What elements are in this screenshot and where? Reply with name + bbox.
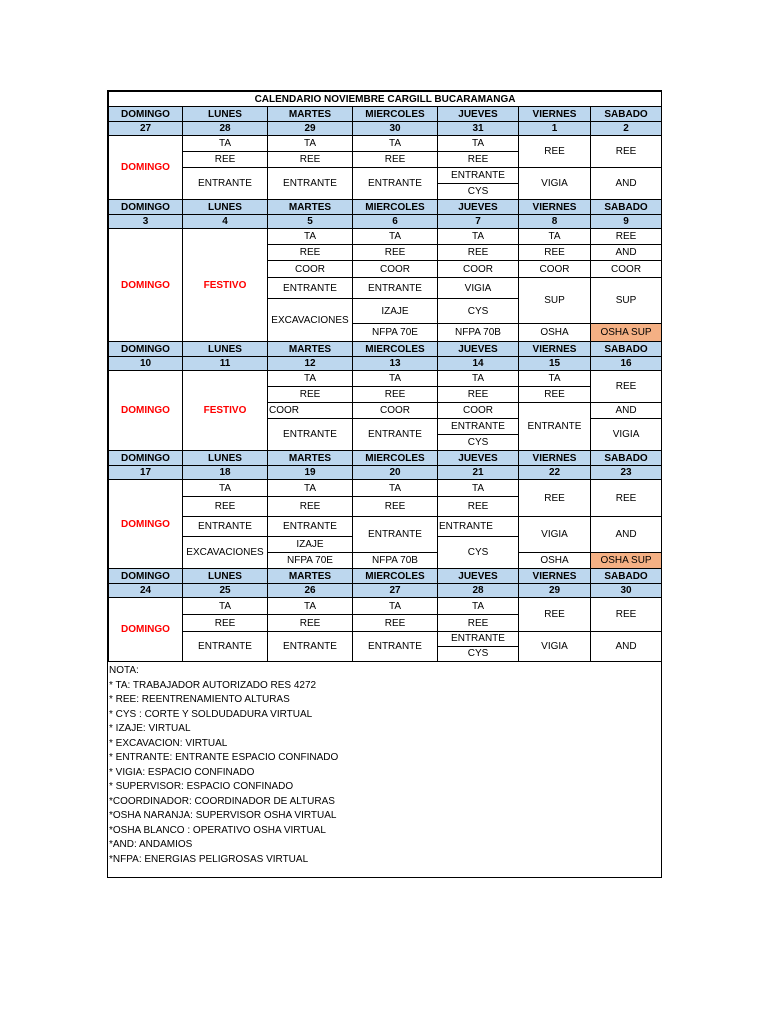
schedule-cell: REE: [591, 480, 662, 517]
note-item: *COORDINADOR: COORDINADOR DE ALTURAS: [109, 795, 335, 807]
schedule-cell: TA: [438, 229, 519, 245]
schedule-cell: TA: [183, 136, 268, 152]
schedule-cell: ENTRANTE: [268, 278, 353, 299]
schedule-cell: ENTRANTE: [438, 632, 518, 647]
day-header-viernes: VIERNES: [519, 342, 591, 357]
schedule-cell: OSHA: [519, 324, 591, 342]
schedule-cell: TA: [353, 371, 438, 387]
schedule-cell: VIGIA: [519, 168, 591, 200]
schedule-cell: ENTRANTE: [268, 419, 353, 451]
calendar-title: CALENDARIO NOVIEMBRE CARGILL BUCARAMANGA: [109, 92, 662, 107]
notes-section: [108, 662, 661, 867]
schedule-cell: ENTRANTE: [353, 278, 438, 299]
schedule-cell: VIGIA: [519, 517, 591, 553]
schedule-cell: TA: [353, 480, 438, 497]
day-header-sabado: SABADO: [591, 107, 662, 122]
date-cell: 27: [353, 584, 438, 598]
day-header-jueves: JUEVES: [438, 451, 519, 466]
date-cell: 7: [438, 215, 519, 229]
schedule-cell: VIGIA: [519, 632, 591, 662]
schedule-cell: TA: [353, 229, 438, 245]
day-header-sabado: SABADO: [591, 200, 662, 215]
date-cell: 2: [591, 122, 662, 136]
date-cell: 16: [591, 357, 662, 371]
day-header-jueves: JUEVES: [438, 200, 519, 215]
day-header-viernes: VIERNES: [519, 569, 591, 584]
schedule-cell: COOR: [438, 261, 519, 278]
day-header-jueves: JUEVES: [438, 107, 519, 122]
day-header-domingo: DOMINGO: [109, 451, 183, 466]
schedule-cell: REE: [353, 245, 438, 261]
schedule-cell: REE: [268, 615, 353, 632]
schedule-cell: COOR: [438, 403, 519, 419]
schedule-cell: REE: [353, 615, 438, 632]
schedule-cell: REE: [183, 152, 268, 168]
date-cell: 21: [438, 466, 519, 480]
schedule-cell: REE: [519, 598, 591, 632]
festivo-label: FESTIVO: [183, 371, 268, 451]
schedule-cell: ENTRANTE: [519, 403, 591, 451]
schedule-cell: REE: [519, 136, 591, 168]
schedule-cell: REE: [591, 598, 662, 632]
schedule-cell: CYS: [438, 435, 519, 451]
schedule-cell: REE: [591, 136, 662, 168]
schedule-cell: REE: [438, 152, 519, 168]
date-cell: 29: [519, 584, 591, 598]
schedule-cell: ENTRANTE: [183, 632, 268, 662]
schedule-cell: IZAJE: [353, 299, 438, 324]
day-header-martes: MARTES: [268, 342, 353, 357]
schedule-cell: COOR: [353, 403, 438, 419]
schedule-cell: REE: [591, 371, 662, 403]
day-header-viernes: VIERNES: [519, 200, 591, 215]
date-cell: 1: [519, 122, 591, 136]
schedule-cell: OSHA: [519, 553, 591, 569]
date-cell: 20: [353, 466, 438, 480]
date-cell: 30: [591, 584, 662, 598]
note-item: *NFPA: ENERGIAS PELIGROSAS VIRTUAL: [109, 853, 309, 865]
schedule-cell: ENTRANTE: [268, 168, 353, 200]
schedule-cell: REE: [268, 497, 353, 517]
schedule-cell: TA: [268, 136, 353, 152]
schedule-cell: VIGIA: [438, 278, 519, 299]
day-header-miercoles: MIERCOLES: [353, 200, 438, 215]
schedule-cell: REE: [519, 480, 591, 517]
date-cell: 23: [591, 466, 662, 480]
date-cell: 10: [109, 357, 183, 371]
schedule-cell: TA: [438, 598, 519, 615]
date-cell: 28: [183, 122, 268, 136]
day-header-domingo: DOMINGO: [109, 569, 183, 584]
schedule-cell: EXCAVACIONES: [268, 299, 353, 342]
domingo-label: DOMINGO: [109, 371, 183, 451]
schedule-cell: IZAJE: [268, 537, 353, 553]
domingo-label: DOMINGO: [109, 136, 183, 200]
schedule-cell: ENTRANTE: [353, 419, 438, 451]
note-item: * SUPERVISOR: ESPACIO CONFINADO: [109, 781, 294, 792]
day-header-martes: MARTES: [268, 200, 353, 215]
schedule-cell: REE: [268, 387, 353, 403]
schedule-cell: TA: [183, 480, 268, 497]
date-cell: 4: [183, 215, 268, 229]
schedule-cell: CYS: [467, 186, 489, 197]
notes-heading: NOTA:: [109, 665, 139, 676]
domingo-label: DOMINGO: [109, 480, 183, 569]
note-item: *OSHA BLANCO : OPERATIVO OSHA VIRTUAL: [109, 824, 326, 836]
schedule-cell: ENTRANTE: [183, 168, 268, 200]
date-cell: 11: [183, 357, 268, 371]
day-header-lunes: LUNES: [183, 569, 268, 584]
date-cell: 3: [109, 215, 183, 229]
note-item: * VIGIA: ESPACIO CONFINADO: [109, 766, 255, 778]
schedule-cell: TA: [353, 136, 438, 152]
day-header-sabado: SABADO: [591, 342, 662, 357]
schedule-cell: TA: [183, 598, 268, 615]
schedule-cell: AND: [591, 517, 662, 553]
date-cell: 14: [438, 357, 519, 371]
date-cell: 6: [353, 215, 438, 229]
schedule-cell: TA: [438, 480, 519, 497]
schedule-cell: ENTRANTE: [183, 517, 268, 537]
schedule-cell: CYS: [438, 299, 519, 324]
date-cell: 26: [268, 584, 353, 598]
schedule-cell: ENTRANTE: [353, 517, 438, 553]
schedule-cell: ENTRANTE: [438, 517, 519, 537]
day-header-martes: MARTES: [268, 569, 353, 584]
schedule-cell: AND: [591, 245, 662, 261]
schedule-cell: CYS: [438, 537, 519, 569]
schedule-cell: ENTRANTE: [353, 632, 438, 662]
schedule-cell: EXCAVACIONES: [183, 537, 268, 569]
day-header-lunes: LUNES: [183, 200, 268, 215]
day-header-miercoles: MIERCOLES: [353, 107, 438, 122]
calendar-sheet: [107, 90, 662, 878]
schedule-cell: NFPA 70E: [353, 324, 438, 342]
festivo-label: FESTIVO: [183, 229, 268, 342]
date-cell: 17: [109, 466, 183, 480]
note-item: * CYS : CORTE Y SOLDUDADURA VIRTUAL: [109, 708, 313, 720]
schedule-cell: REE: [183, 497, 268, 517]
day-header-sabado: SABADO: [591, 569, 662, 584]
osha-sup-highlight: OSHA SUP: [591, 553, 662, 569]
schedule-cell: TA: [268, 371, 353, 387]
schedule-cell: REE: [591, 229, 662, 245]
schedule-cell: REE: [268, 152, 353, 168]
calendar-table: [108, 91, 662, 662]
schedule-cell: SUP: [519, 278, 591, 324]
schedule-cell: REE: [353, 152, 438, 168]
schedule-cell: COOR: [519, 261, 591, 278]
date-cell: 30: [353, 122, 438, 136]
note-item: * EXCAVACION: VIRTUAL: [109, 737, 228, 749]
schedule-cell: COOR: [268, 403, 353, 419]
schedule-cell: SUP: [591, 278, 662, 324]
date-cell: 18: [183, 466, 268, 480]
schedule-cell: VIGIA: [591, 419, 662, 451]
schedule-cell: TA: [438, 371, 519, 387]
schedule-cell: TA: [268, 229, 353, 245]
schedule-cell: TA: [268, 480, 353, 497]
schedule-cell: NFPA 70E: [268, 553, 353, 569]
schedule-cell: AND: [591, 632, 662, 662]
note-item: * TA: TRABAJADOR AUTORIZADO RES 4272: [109, 679, 317, 691]
schedule-cell: REE: [438, 245, 519, 261]
schedule-cell: REE: [353, 497, 438, 517]
day-header-lunes: LUNES: [183, 451, 268, 466]
day-header-domingo: DOMINGO: [109, 107, 183, 122]
schedule-cell: REE: [519, 387, 591, 403]
day-header-miercoles: MIERCOLES: [353, 569, 438, 584]
note-item: *OSHA NARANJA: SUPERVISOR OSHA VIRTUAL: [109, 810, 337, 821]
day-header-miercoles: MIERCOLES: [353, 342, 438, 357]
schedule-cell: NFPA 70B: [353, 553, 438, 569]
day-header-jueves: JUEVES: [438, 342, 519, 357]
note-item: *AND: ANDAMIOS: [109, 839, 193, 850]
date-cell: 29: [268, 122, 353, 136]
day-header-domingo: DOMINGO: [109, 342, 183, 357]
date-cell: 28: [438, 584, 519, 598]
schedule-cell: ENTRANTE: [353, 168, 438, 200]
domingo-label: DOMINGO: [109, 598, 183, 662]
day-header-jueves: JUEVES: [438, 569, 519, 584]
date-cell: 12: [268, 357, 353, 371]
osha-sup-highlight: OSHA SUP: [591, 324, 662, 342]
day-header-miercoles: MIERCOLES: [353, 451, 438, 466]
date-cell: 31: [438, 122, 519, 136]
schedule-cell: AND: [591, 403, 662, 419]
note-item: * ENTRANTE: ENTRANTE ESPACIO CONFINADO: [109, 752, 339, 763]
day-header-sabado: SABADO: [591, 451, 662, 466]
day-header-martes: MARTES: [268, 451, 353, 466]
schedule-cell: COOR: [268, 261, 353, 278]
schedule-cell: REE: [183, 615, 268, 632]
date-cell: 19: [268, 466, 353, 480]
day-header-lunes: LUNES: [183, 342, 268, 357]
schedule-cell: AND: [591, 168, 662, 200]
schedule-cell: TA: [438, 136, 519, 152]
schedule-cell: REE: [519, 245, 591, 261]
schedule-cell: REE: [353, 387, 438, 403]
schedule-cell: REE: [438, 615, 519, 632]
schedule-cell: ENTRANTE: [438, 419, 519, 435]
schedule-cell: ENTRANTE: [268, 517, 353, 537]
day-header-domingo: DOMINGO: [109, 200, 183, 215]
schedule-cell: CYS: [467, 648, 489, 659]
schedule-cell: TA: [519, 371, 591, 387]
day-header-martes: MARTES: [268, 107, 353, 122]
date-cell: 27: [109, 122, 183, 136]
schedule-cell: REE: [268, 245, 353, 261]
schedule-cell: TA: [519, 229, 591, 245]
schedule-cell: TA: [268, 598, 353, 615]
date-cell: 15: [519, 357, 591, 371]
day-header-viernes: VIERNES: [519, 451, 591, 466]
date-cell: 8: [519, 215, 591, 229]
schedule-cell: ENTRANTE: [268, 632, 353, 662]
schedule-cell: COOR: [591, 261, 662, 278]
date-cell: 24: [109, 584, 183, 598]
day-header-lunes: LUNES: [183, 107, 268, 122]
schedule-cell: TA: [353, 598, 438, 615]
schedule-cell: NFPA 70B: [438, 324, 519, 342]
day-header-viernes: VIERNES: [519, 107, 591, 122]
note-item: * REE: REENTRENAMIENTO ALTURAS: [109, 694, 290, 705]
schedule-cell: ENTRANTE: [438, 168, 518, 184]
date-cell: 9: [591, 215, 662, 229]
date-cell: 5: [268, 215, 353, 229]
date-cell: 22: [519, 466, 591, 480]
date-cell: 13: [353, 357, 438, 371]
schedule-cell: COOR: [353, 261, 438, 278]
schedule-cell: REE: [438, 387, 519, 403]
date-cell: 25: [183, 584, 268, 598]
note-item: * IZAJE: VIRTUAL: [109, 723, 191, 734]
schedule-cell: REE: [438, 497, 519, 517]
domingo-label: DOMINGO: [109, 229, 183, 342]
